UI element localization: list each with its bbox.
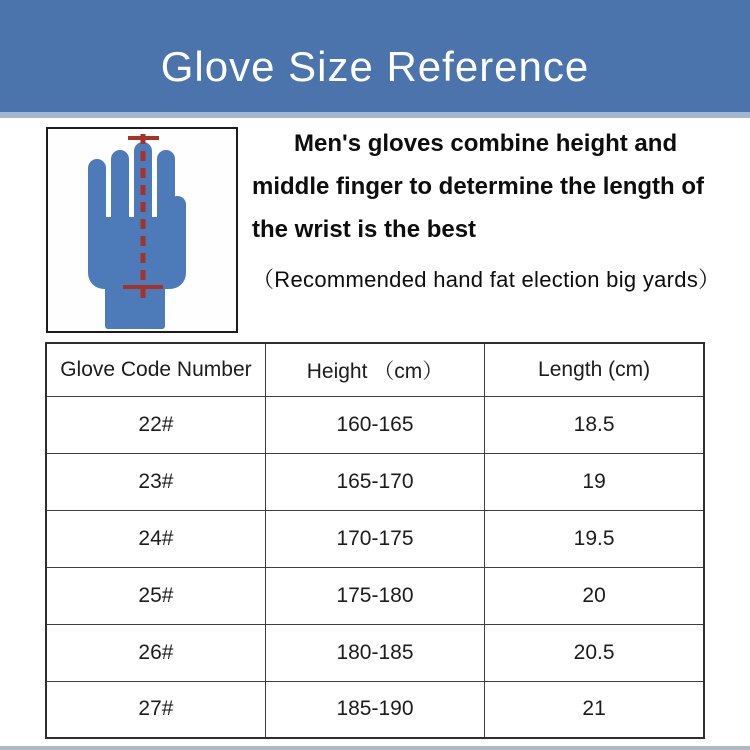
table-row <box>46 567 704 624</box>
cell-height: 165-170 <box>265 453 484 510</box>
table-row <box>46 681 704 738</box>
cell-code: 25# <box>46 567 265 624</box>
cell-height: 160-165 <box>265 396 484 453</box>
banner-bottom-edge <box>0 112 750 118</box>
cell-code: 23# <box>46 453 265 510</box>
cell-length: 19 <box>485 453 704 510</box>
cell-length: 18.5 <box>485 396 704 453</box>
cell-height: 180-185 <box>265 624 484 681</box>
cell-length: 19.5 <box>485 510 704 567</box>
column-header-code: Glove Code Number <box>46 343 265 396</box>
cell-length: 20.5 <box>485 624 704 681</box>
description-text: Men's gloves combine height and middle finger to determine the length of the wrist is the best <box>252 130 705 243</box>
cell-code: 26# <box>46 624 265 681</box>
column-header-length: Length (cm) <box>485 343 704 396</box>
cell-height: 170-175 <box>265 510 484 567</box>
palm-shape <box>88 217 186 289</box>
intro-text-block <box>252 122 721 294</box>
cell-height: 185-190 <box>265 681 484 738</box>
cell-length: 21 <box>485 681 704 738</box>
cell-code: 27# <box>46 681 265 738</box>
table-row <box>46 396 704 453</box>
hand-measurement-icon <box>48 129 236 331</box>
page-title: Glove Size Reference <box>160 43 590 90</box>
cell-code: 22# <box>46 396 265 453</box>
header-banner <box>0 0 750 112</box>
size-table <box>45 342 705 739</box>
cell-code: 24# <box>46 510 265 567</box>
hand-diagram-box <box>46 127 238 333</box>
column-header-height: Height （cm） <box>265 343 484 396</box>
cell-length: 20 <box>485 567 704 624</box>
note-text: （Recommended hand fat election big yards） <box>252 267 721 292</box>
next-section-edge <box>0 746 750 750</box>
table-header-row <box>46 343 704 396</box>
table-row <box>46 624 704 681</box>
table-row <box>46 453 704 510</box>
cell-height: 175-180 <box>265 567 484 624</box>
table-row <box>46 510 704 567</box>
